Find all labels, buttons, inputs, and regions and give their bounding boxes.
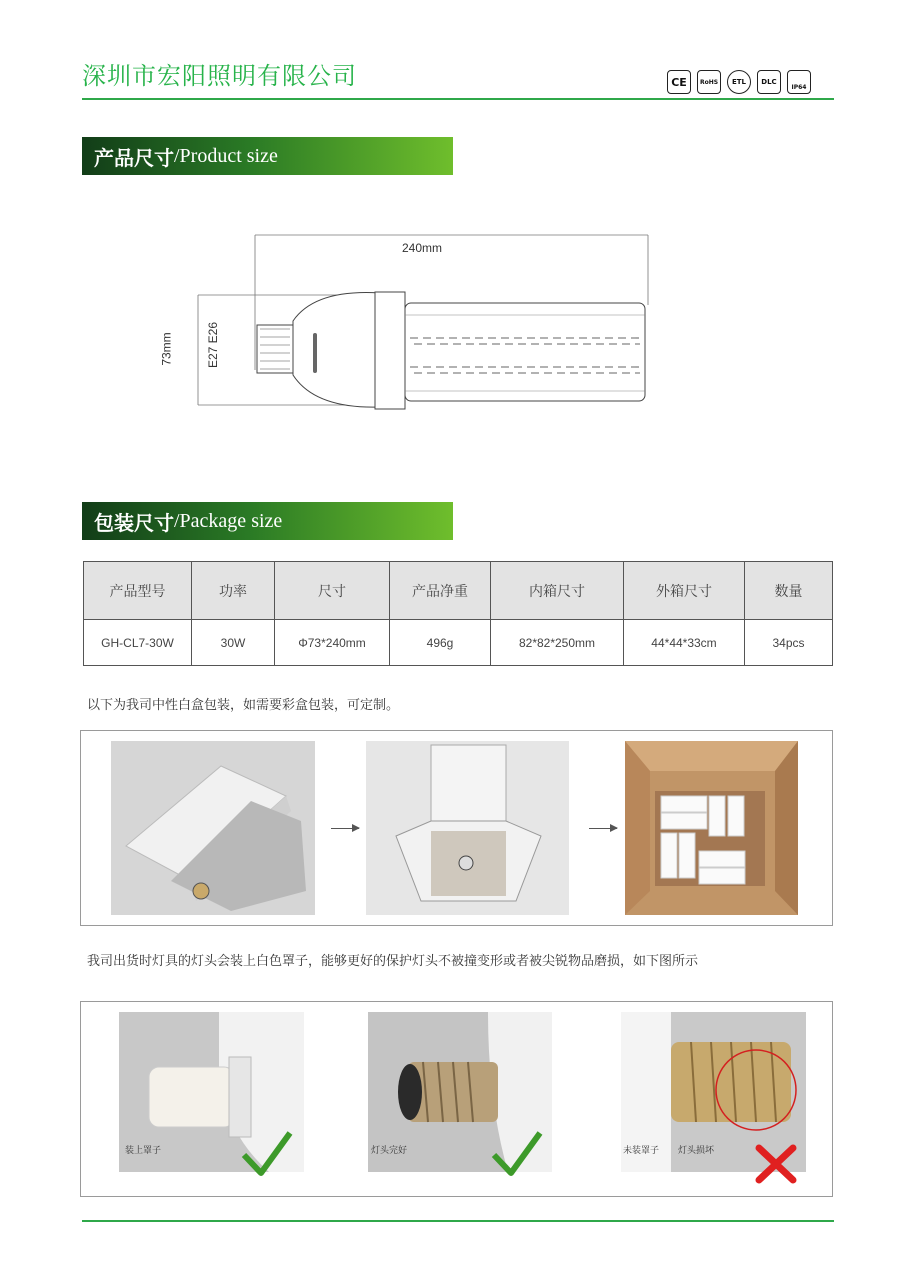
cap-protection-note: 我司出货时灯具的灯头会装上白色罩子，能够更好的保护灯头不被撞变形或者被尖锐物品磨损，如下图所示 bbox=[87, 954, 699, 969]
header-divider bbox=[82, 98, 834, 100]
table-header-row bbox=[84, 562, 833, 620]
ip64-cert-icon: IP64 bbox=[787, 70, 811, 94]
photo-caption: 未装罩子 bbox=[623, 1146, 660, 1156]
rohs-cert-icon: RoHS bbox=[697, 70, 721, 94]
table-cell: 496g bbox=[390, 620, 491, 666]
length-dimension: 240mm bbox=[402, 241, 443, 255]
etl-cert-icon: ETL bbox=[727, 70, 751, 94]
photo-caption: 灯头完好 bbox=[371, 1146, 408, 1156]
arrow-right-icon bbox=[589, 828, 617, 829]
table-header-cell: 内箱尺寸 bbox=[491, 562, 624, 620]
table-row bbox=[84, 620, 833, 666]
table-cell: Φ73*240mm bbox=[275, 620, 390, 666]
banner-title-cn: 产品尺寸 bbox=[94, 145, 174, 170]
banner-title-cn: 包装尺寸 bbox=[94, 510, 174, 535]
footer-divider bbox=[82, 1220, 834, 1222]
arrow-right-icon bbox=[331, 828, 359, 829]
ce-cert-icon: CE bbox=[667, 70, 691, 94]
checkmark-icon bbox=[491, 1127, 543, 1179]
table-header-cell: 外箱尺寸 bbox=[624, 562, 745, 620]
checkmark-icon bbox=[241, 1127, 293, 1179]
table-header-cell: 产品型号 bbox=[84, 562, 192, 620]
photo-caption: 装上罩子 bbox=[125, 1146, 162, 1156]
photo-caption: 灯头损坏 bbox=[678, 1146, 715, 1156]
dlc-cert-icon: DLC bbox=[757, 70, 781, 94]
banner-title-en: /Product size bbox=[174, 144, 278, 167]
diameter-dimension: 73mm bbox=[159, 332, 174, 366]
white-box-photo bbox=[111, 741, 315, 915]
product-size-banner bbox=[82, 137, 453, 175]
packaging-photos-frame bbox=[80, 730, 833, 926]
table-cell: GH-CL7-30W bbox=[84, 620, 192, 666]
table-cell: 44*44*33cm bbox=[624, 620, 745, 666]
packaging-note: 以下为我司中性白盒包装，如需要彩盒包装，可定制。 bbox=[87, 698, 400, 713]
table-header-cell: 尺寸 bbox=[275, 562, 390, 620]
base-type-label: E27 E26 bbox=[206, 321, 221, 369]
table-cell: 34pcs bbox=[745, 620, 833, 666]
table-header-cell: 数量 bbox=[745, 562, 833, 620]
package-size-table bbox=[83, 561, 833, 666]
carton-photo bbox=[625, 741, 798, 915]
package-size-banner bbox=[82, 502, 453, 540]
table-cell: 30W bbox=[192, 620, 275, 666]
table-header-cell: 产品净重 bbox=[390, 562, 491, 620]
banner-title-en: /Package size bbox=[174, 509, 283, 532]
table-header-cell: 功率 bbox=[192, 562, 275, 620]
cap-photos-frame bbox=[80, 1001, 833, 1197]
certification-icons bbox=[667, 70, 811, 94]
cross-icon bbox=[755, 1144, 797, 1184]
company-name: 深圳市宏阳照明有限公司 bbox=[82, 62, 357, 90]
table-cell: 82*82*250mm bbox=[491, 620, 624, 666]
opened-box-photo bbox=[366, 741, 569, 915]
